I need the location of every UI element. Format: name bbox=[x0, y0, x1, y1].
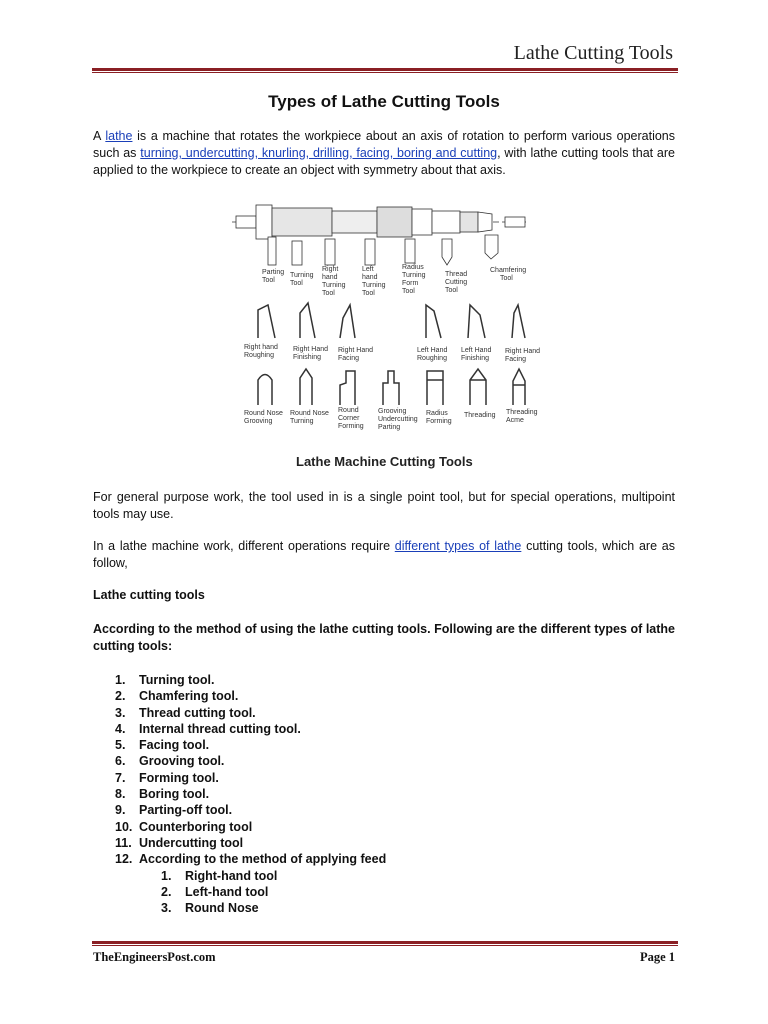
header-rule bbox=[92, 68, 678, 73]
svg-text:Radius: Radius bbox=[402, 264, 424, 271]
svg-text:Acme: Acme bbox=[506, 417, 524, 424]
svg-text:Tool: Tool bbox=[445, 287, 458, 294]
tool-list-item bbox=[115, 721, 386, 737]
list-number: 8. bbox=[115, 787, 126, 802]
list-number: 2. bbox=[115, 689, 126, 704]
list-number: 4. bbox=[115, 721, 126, 736]
tool-list-item bbox=[115, 835, 386, 851]
svg-text:Round: Round bbox=[338, 407, 359, 414]
types-of-lathe-link[interactable]: different types of lathe bbox=[394, 539, 522, 553]
list-number: 3. bbox=[115, 705, 126, 720]
svg-text:Grooving: Grooving bbox=[378, 408, 407, 415]
list-number: 9. bbox=[115, 803, 126, 818]
intro-paragraph bbox=[93, 128, 675, 179]
tool-label: Parting bbox=[262, 269, 285, 276]
svg-text:Finishing: Finishing bbox=[461, 355, 490, 362]
tools-list bbox=[115, 672, 386, 916]
tool-list-item bbox=[115, 753, 386, 769]
list-number: 1. bbox=[115, 673, 126, 687]
intro-text-1: A bbox=[93, 129, 106, 143]
svg-text:Tool: Tool bbox=[262, 277, 275, 284]
svg-text:Left Hand: Left Hand bbox=[461, 347, 492, 354]
svg-text:Tool: Tool bbox=[290, 280, 303, 287]
svg-text:Finishing: Finishing bbox=[293, 354, 322, 361]
svg-text:Turning: Turning bbox=[290, 272, 314, 279]
tool-list-item bbox=[115, 802, 386, 818]
svg-text:Thread: Thread bbox=[445, 271, 468, 278]
svg-text:Round Nose: Round Nose bbox=[290, 410, 329, 417]
svg-text:Facing: Facing bbox=[505, 356, 527, 363]
list-number: 6. bbox=[115, 754, 126, 769]
list-number: 12. bbox=[115, 852, 133, 867]
list-number: 7. bbox=[115, 770, 126, 785]
svg-text:Form: Form bbox=[402, 280, 419, 287]
row1-labels bbox=[262, 264, 526, 297]
operations-link[interactable]: turning, undercutting, knurling, drilling, facing, boring and cutting bbox=[140, 146, 498, 160]
svg-text:Round Nose: Round Nose bbox=[244, 410, 283, 417]
svg-text:Turning: Turning bbox=[402, 272, 426, 279]
svg-text:Roughing: Roughing bbox=[244, 352, 274, 359]
svg-text:Right hand: Right hand bbox=[244, 344, 278, 351]
svg-text:Chamfering: Chamfering bbox=[490, 267, 527, 274]
footer-page-number: Page 1 bbox=[639, 950, 675, 964]
method-paragraph: According to the method of using the lathe cutting tools. Following are the different types of lathe cutting tools: bbox=[93, 622, 675, 653]
svg-text:Cutting: Cutting bbox=[445, 279, 468, 286]
row2-tool-shapes bbox=[258, 303, 525, 338]
svg-text:Left: Left bbox=[362, 266, 374, 273]
svg-text:Facing: Facing bbox=[338, 355, 360, 362]
svg-text:Radius: Radius bbox=[426, 410, 448, 417]
svg-text:Undercutting: Undercutting bbox=[378, 416, 418, 423]
header-title: Lathe Cutting Tools bbox=[513, 42, 673, 64]
intro-text-3: , with lathe cutting tools that are applied to the workpiece to create an object with symmetry about that axis. bbox=[93, 146, 676, 177]
svg-text:hand: hand bbox=[322, 274, 338, 281]
lathe-cutting-tools-heading: Lathe cutting tools bbox=[93, 588, 205, 602]
tool-list-item bbox=[115, 672, 386, 688]
svg-text:Tool: Tool bbox=[322, 290, 335, 297]
figure-caption: Lathe Machine Cutting Tools bbox=[296, 454, 473, 469]
list-text: Internal thread cutting tool. bbox=[139, 721, 301, 736]
tool-list-item bbox=[115, 705, 386, 721]
list-text: Chamfering tool. bbox=[139, 689, 239, 704]
svg-text:Threading: Threading bbox=[464, 412, 496, 419]
footer-site: TheEngineersPost.com bbox=[93, 950, 216, 964]
list-text: Right-hand tool bbox=[185, 868, 278, 883]
footer-rule bbox=[92, 941, 678, 946]
list-text: Boring tool. bbox=[139, 787, 210, 802]
list-text: Facing tool. bbox=[139, 738, 210, 753]
row2-labels bbox=[244, 344, 540, 363]
svg-text:Grooving: Grooving bbox=[244, 418, 273, 425]
svg-text:Corner: Corner bbox=[338, 415, 360, 422]
feed-tool-item bbox=[161, 868, 386, 884]
workpiece-illustration bbox=[232, 205, 528, 239]
tool-list-item bbox=[115, 688, 386, 704]
svg-text:Parting: Parting bbox=[378, 424, 401, 431]
feed-tool-item bbox=[161, 900, 386, 916]
tool-list-item bbox=[115, 770, 386, 786]
list-number: 3. bbox=[161, 901, 172, 916]
list-text: Turning tool. bbox=[139, 673, 215, 687]
list-text: Round Nose bbox=[185, 901, 259, 916]
feed-tool-item bbox=[161, 884, 386, 900]
intro-text-2: is a machine that rotates the workpiece about an axis of rotation to perform various operations such as bbox=[93, 129, 676, 160]
list-text: Undercutting tool bbox=[139, 835, 244, 850]
tool-list-item bbox=[115, 737, 386, 753]
list-text: Left-hand tool bbox=[185, 884, 269, 899]
svg-text:Right Hand: Right Hand bbox=[293, 346, 329, 353]
svg-text:Tool: Tool bbox=[500, 275, 513, 282]
row3-tool-shapes bbox=[258, 369, 525, 405]
svg-text:Right Hand: Right Hand bbox=[505, 348, 541, 355]
tool-list-item bbox=[115, 819, 386, 835]
tool-list-item bbox=[115, 786, 386, 802]
list-number: 11. bbox=[115, 835, 132, 850]
operations-paragraph bbox=[93, 538, 675, 572]
list-text: Counterboring tool bbox=[139, 819, 253, 834]
tool-list-item bbox=[115, 851, 386, 867]
svg-text:Turning: Turning bbox=[362, 282, 386, 289]
svg-text:Right Hand: Right Hand bbox=[338, 347, 374, 354]
lathe-tools-figure bbox=[230, 195, 541, 475]
lathe-link[interactable]: lathe bbox=[105, 129, 133, 143]
ops-text-2: cutting tools, which are as follow, bbox=[93, 539, 675, 570]
svg-text:Forming: Forming bbox=[426, 418, 452, 425]
list-number: 5. bbox=[115, 738, 126, 753]
svg-text:Turning: Turning bbox=[290, 418, 314, 425]
svg-text:Tool: Tool bbox=[362, 290, 375, 297]
feed-tools-sublist bbox=[115, 868, 386, 917]
ops-text-1: In a lathe machine work, different operations require bbox=[93, 539, 395, 553]
list-text: Grooving tool. bbox=[139, 754, 225, 769]
list-text: Forming tool. bbox=[139, 770, 219, 785]
svg-text:Right: Right bbox=[322, 266, 339, 273]
list-number: 10. bbox=[115, 819, 133, 834]
svg-text:Threading: Threading bbox=[506, 409, 538, 416]
list-number: 1. bbox=[161, 868, 172, 883]
list-text: According to the method of applying feed bbox=[139, 852, 387, 867]
svg-text:Turning: Turning bbox=[322, 282, 346, 289]
list-text: Parting-off tool. bbox=[139, 803, 233, 818]
list-number: 2. bbox=[161, 884, 172, 899]
svg-text:Roughing: Roughing bbox=[417, 355, 447, 362]
general-purpose-paragraph: For general purpose work, the tool used in is a single point tool, but for special operations, multipoint tools may use. bbox=[93, 490, 675, 521]
row3-labels bbox=[244, 407, 538, 431]
svg-text:Tool: Tool bbox=[402, 288, 415, 295]
page-title: Types of Lathe Cutting Tools bbox=[268, 92, 500, 111]
svg-text:Left Hand: Left Hand bbox=[417, 347, 448, 354]
svg-text:hand: hand bbox=[362, 274, 378, 281]
svg-text:Forming: Forming bbox=[338, 423, 364, 430]
row1-tool-shapes bbox=[268, 235, 498, 265]
list-text: Thread cutting tool. bbox=[139, 705, 256, 720]
